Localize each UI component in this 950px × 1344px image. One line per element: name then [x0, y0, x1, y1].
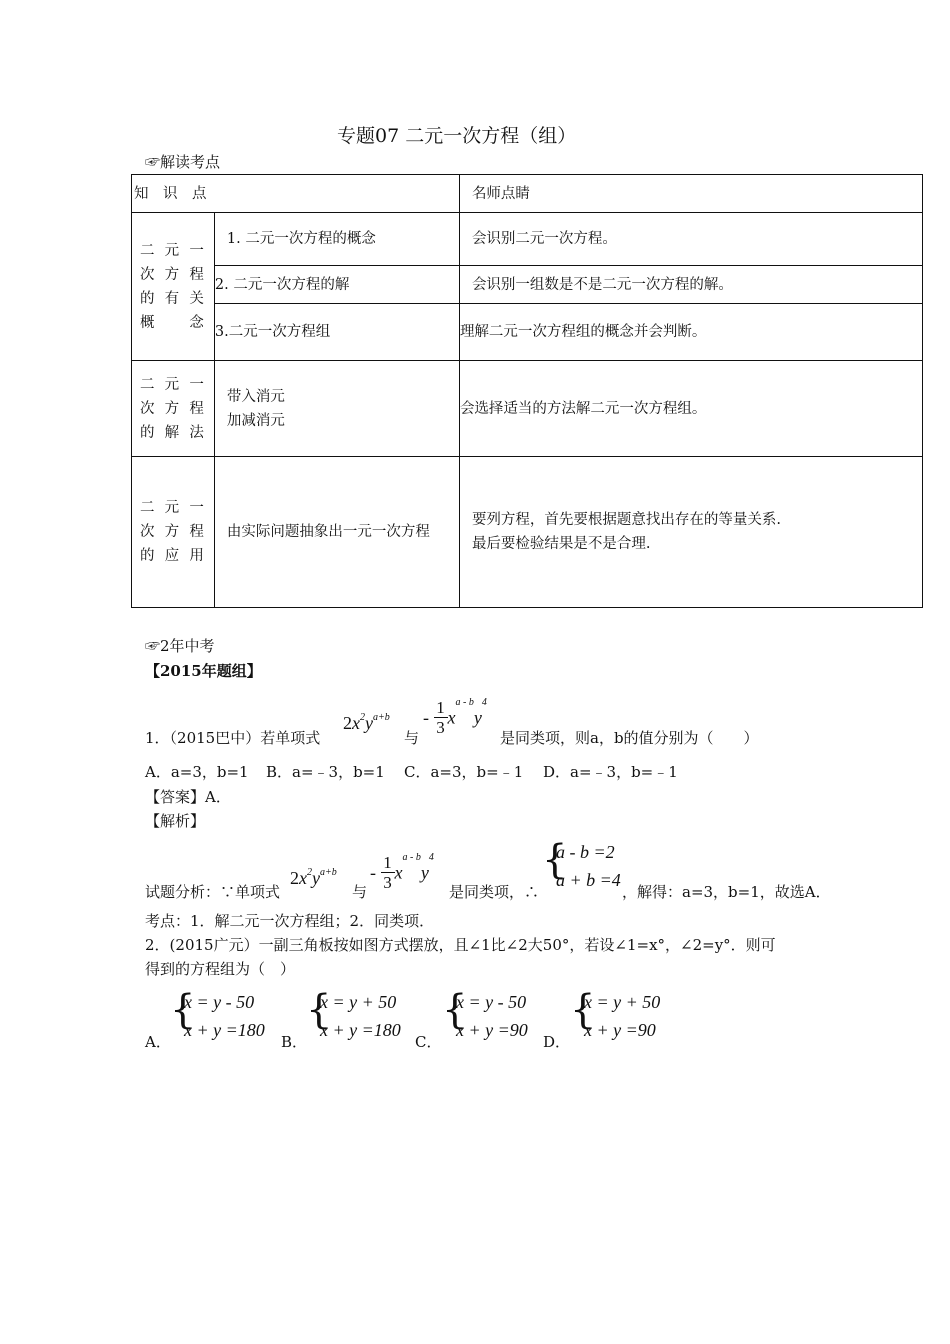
group-methods: 二元一次方程的解法	[132, 361, 215, 457]
equation-line: x = y - 50	[184, 992, 255, 1012]
tip-concept: 会识别二元一次方程。	[459, 213, 922, 266]
section-heading-exams: ☞2年中考	[145, 637, 215, 655]
q1-prefix: 1．（2015巴中）若单项式	[145, 729, 321, 747]
knowledge-table	[131, 174, 923, 608]
q2-option-d-label: D．	[543, 1033, 571, 1051]
item-methods-line: 带入消元	[226, 388, 285, 405]
group-concept: 二元一次方程的有关概念	[132, 213, 215, 361]
table-row	[132, 457, 923, 608]
q1-analysis-mid2: 是同类项，∴	[449, 883, 540, 901]
q1-option-d: D．a=﹣3，b=﹣1	[543, 763, 678, 781]
q1-analysis-monomial-1: $2x^2y^{a+b}$	[290, 867, 337, 888]
table-row	[132, 213, 923, 266]
equation-line: x + y =180	[184, 1020, 265, 1040]
item-concept: 1. 二元一次方程的概念	[214, 213, 459, 266]
section-heading-interpret: ☞解读考点	[145, 153, 221, 171]
equation-line: x = y + 50	[320, 992, 397, 1012]
q2-line-1: 2．(2015广元）一副三角板按如图方式摆放，且∠1比∠2大50°，若设∠1=x°，∠2=y°．则可	[145, 936, 776, 954]
item-system: 3.二元一次方程组	[214, 304, 459, 361]
left-brace: {	[170, 987, 196, 1033]
q1-kaodian: 考点：1．解二元一次方程组；2．同类项．	[145, 912, 435, 930]
header-knowledge: 知 识 点	[132, 175, 460, 213]
tip-application-line: 要列方程，首先要根据题意找出存在的等量关系.	[471, 512, 782, 528]
group-application: 二元一次方程的应用	[132, 457, 215, 608]
q2-option-c-label: C．	[415, 1033, 442, 1051]
left-brace: {	[442, 987, 468, 1033]
q2-option-a-label: A．	[145, 1033, 171, 1051]
left-brace: {	[570, 987, 596, 1033]
equation-line: x + y =180	[320, 1020, 401, 1040]
q1-analysis-label: 【解析】	[145, 812, 206, 830]
q1-monomial-1: $2x^2y^{a+b}$	[343, 712, 390, 733]
q1-monomial-2: - $\frac{1}{3}$ $x^{a - b}y^4$	[423, 697, 487, 738]
q1-option-b: B．a=﹣3，b=1	[266, 763, 385, 781]
table-row	[132, 361, 923, 457]
table-header-row	[132, 175, 923, 213]
equation-line: x = y + 50	[584, 992, 661, 1012]
item-methods-line: 加减消元	[226, 412, 285, 429]
header-tips: 名师点睛	[459, 175, 922, 213]
q1-option-c: C．a=3，b=﹣1	[404, 763, 524, 781]
q2-option-b-label: B．	[281, 1033, 308, 1051]
q1-analysis-suffix: ，解得：a=3，b=1，故选A．	[622, 883, 831, 901]
q1-with: 与	[404, 729, 420, 747]
equation-line: x + y =90	[456, 1020, 528, 1040]
group-label: 【2015年题组】	[145, 662, 262, 680]
q1-suffix: 是同类项，则a，b的值分别为（ ）	[500, 729, 759, 747]
q1-option-a: A．a=3，b=1	[145, 763, 249, 781]
q2-line-2: 得到的方程组为（ ）	[145, 960, 296, 978]
tip-application	[459, 457, 922, 608]
tip-solution: 会识别一组数是不是二元一次方程的解。	[459, 266, 922, 304]
item-methods	[214, 361, 459, 457]
equation-line: a - b =2	[556, 842, 615, 862]
item-application: 由实际问题抽象出一元一次方程	[214, 457, 459, 608]
equation-line: x + y =90	[584, 1020, 656, 1040]
equation-line: x = y - 50	[456, 992, 527, 1012]
left-brace: {	[542, 837, 568, 883]
q1-analysis-prefix: 试题分析：∵单项式	[145, 883, 281, 901]
left-brace: {	[306, 987, 332, 1033]
table-row	[132, 266, 923, 304]
equation-line: a + b =4	[556, 870, 621, 890]
tip-system: 理解二元一次方程组的概念并会判断。	[459, 304, 922, 361]
table-row	[132, 304, 923, 361]
q1-answer: 【答案】A．	[145, 788, 231, 806]
q1-analysis-monomial-2: - $\frac{1}{3}$ $x^{a - b}y^4$	[370, 852, 434, 893]
page-title: 专题07 二元一次方程（组）	[337, 125, 577, 147]
tip-application-line: 最后要检验结果是不是合理.	[471, 536, 651, 552]
item-solution: 2. 二元一次方程的解	[214, 266, 459, 304]
q1-analysis-with: 与	[352, 883, 368, 901]
tip-methods: 会选择适当的方法解二元一次方程组。	[459, 361, 922, 457]
